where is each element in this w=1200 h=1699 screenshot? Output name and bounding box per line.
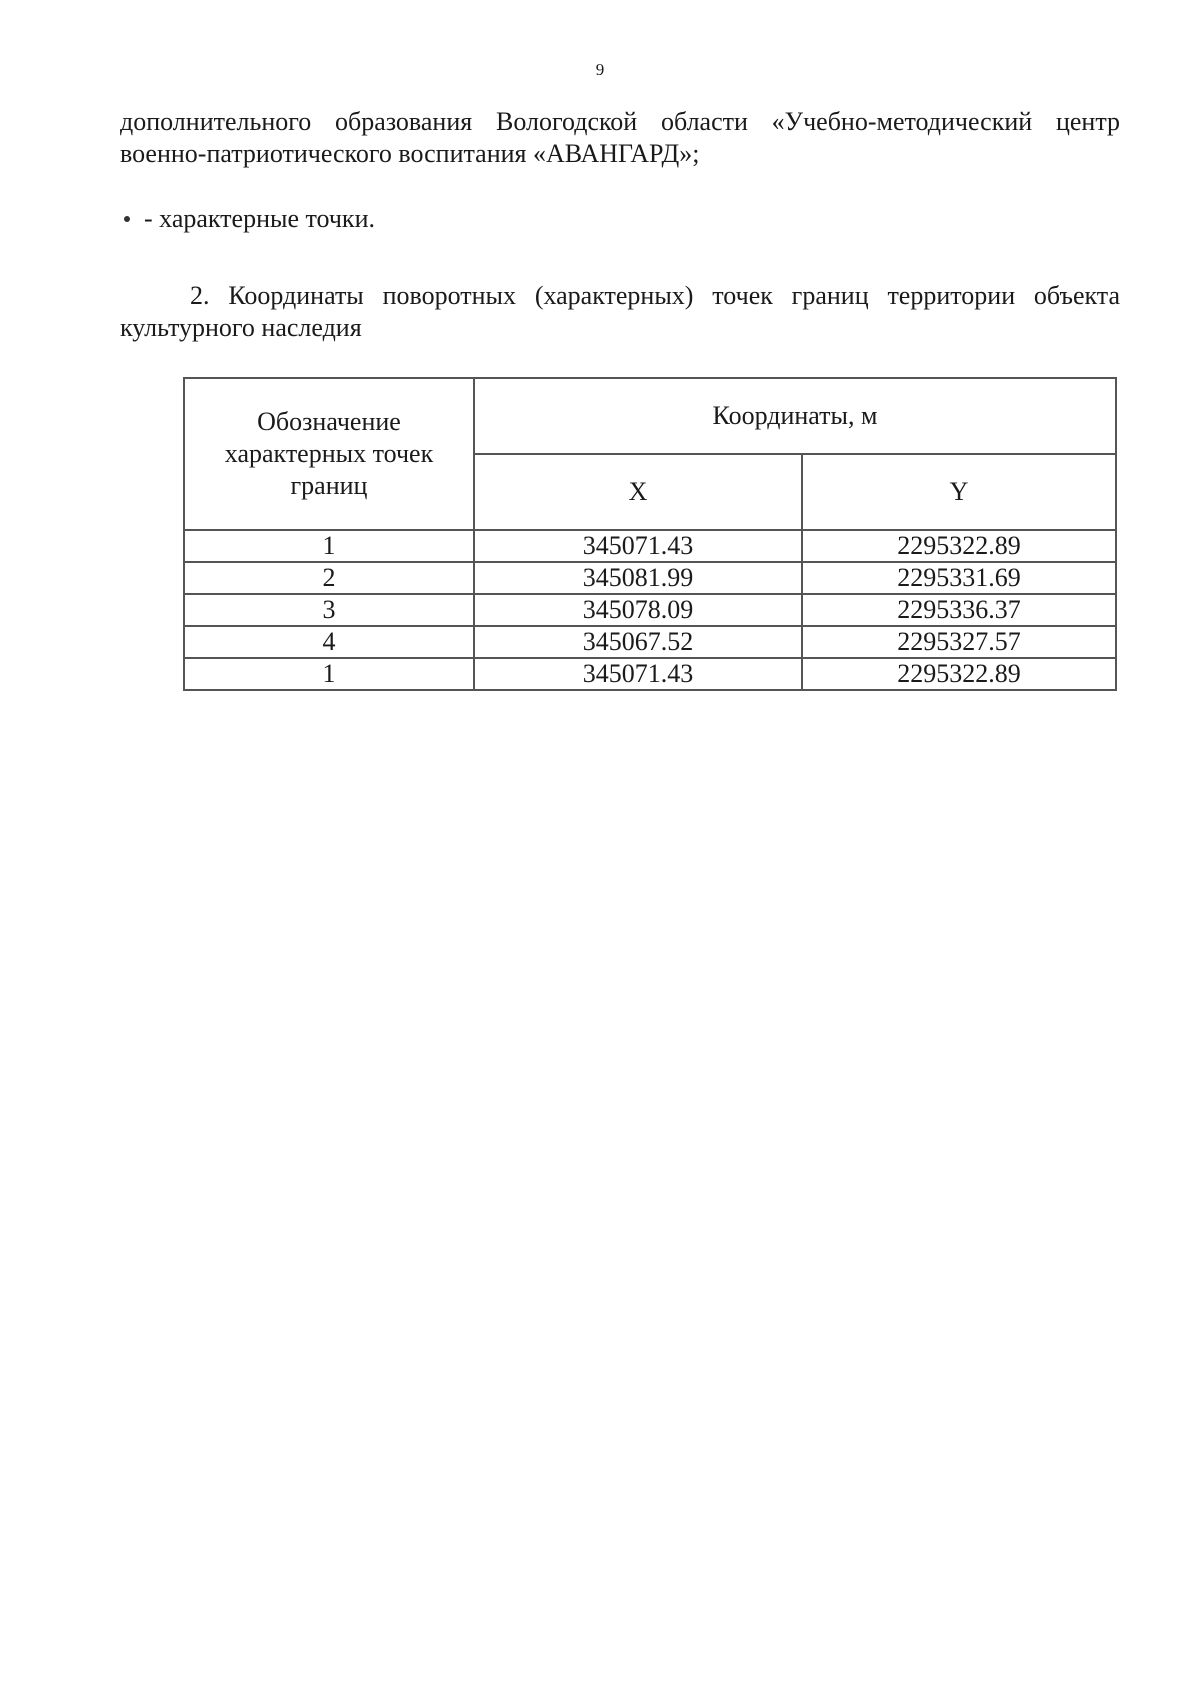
header-x: X	[474, 454, 802, 530]
cell-y: 2295322.89	[802, 530, 1116, 562]
cell-x: 345071.43	[474, 658, 802, 690]
cell-y: 2295327.57	[802, 626, 1116, 658]
page-number: 9	[595, 60, 605, 79]
cell-point: 1	[184, 530, 474, 562]
header-coordinates: Координаты, м	[474, 378, 1116, 454]
cell-point: 2	[184, 562, 474, 594]
cell-y: 2295322.89	[802, 658, 1116, 690]
table-row	[184, 562, 1116, 594]
cell-point: 3	[184, 594, 474, 626]
cell-point: 4	[184, 626, 474, 658]
table-row	[184, 626, 1116, 658]
legend-characteristic-points	[120, 203, 375, 235]
cell-x: 345081.99	[474, 562, 802, 594]
table-row	[184, 594, 1116, 626]
cell-point: 1	[184, 658, 474, 690]
cell-x: 345078.09	[474, 594, 802, 626]
section-heading-paragraph: 2. Координаты поворотных (характерных) точек границ территории объекта культурного наследия	[120, 281, 1120, 342]
header-point-designation: Обозначение характерных точек границ	[184, 378, 474, 530]
intro-paragraph: дополнительного образования Вологодской области «Учебно-методический центр военно-патриотического воспитания «АВАНГАРД»;	[120, 107, 1120, 168]
coordinates-table	[183, 377, 1117, 691]
legend-text: - характерные точки.	[144, 204, 375, 233]
cell-y: 2295336.37	[802, 594, 1116, 626]
cell-x: 345067.52	[474, 626, 802, 658]
point-marker-icon	[124, 216, 130, 222]
table-row	[184, 658, 1116, 690]
table-row	[184, 530, 1116, 562]
cell-y: 2295331.69	[802, 562, 1116, 594]
cell-x: 345071.43	[474, 530, 802, 562]
header-y: Y	[802, 454, 1116, 530]
